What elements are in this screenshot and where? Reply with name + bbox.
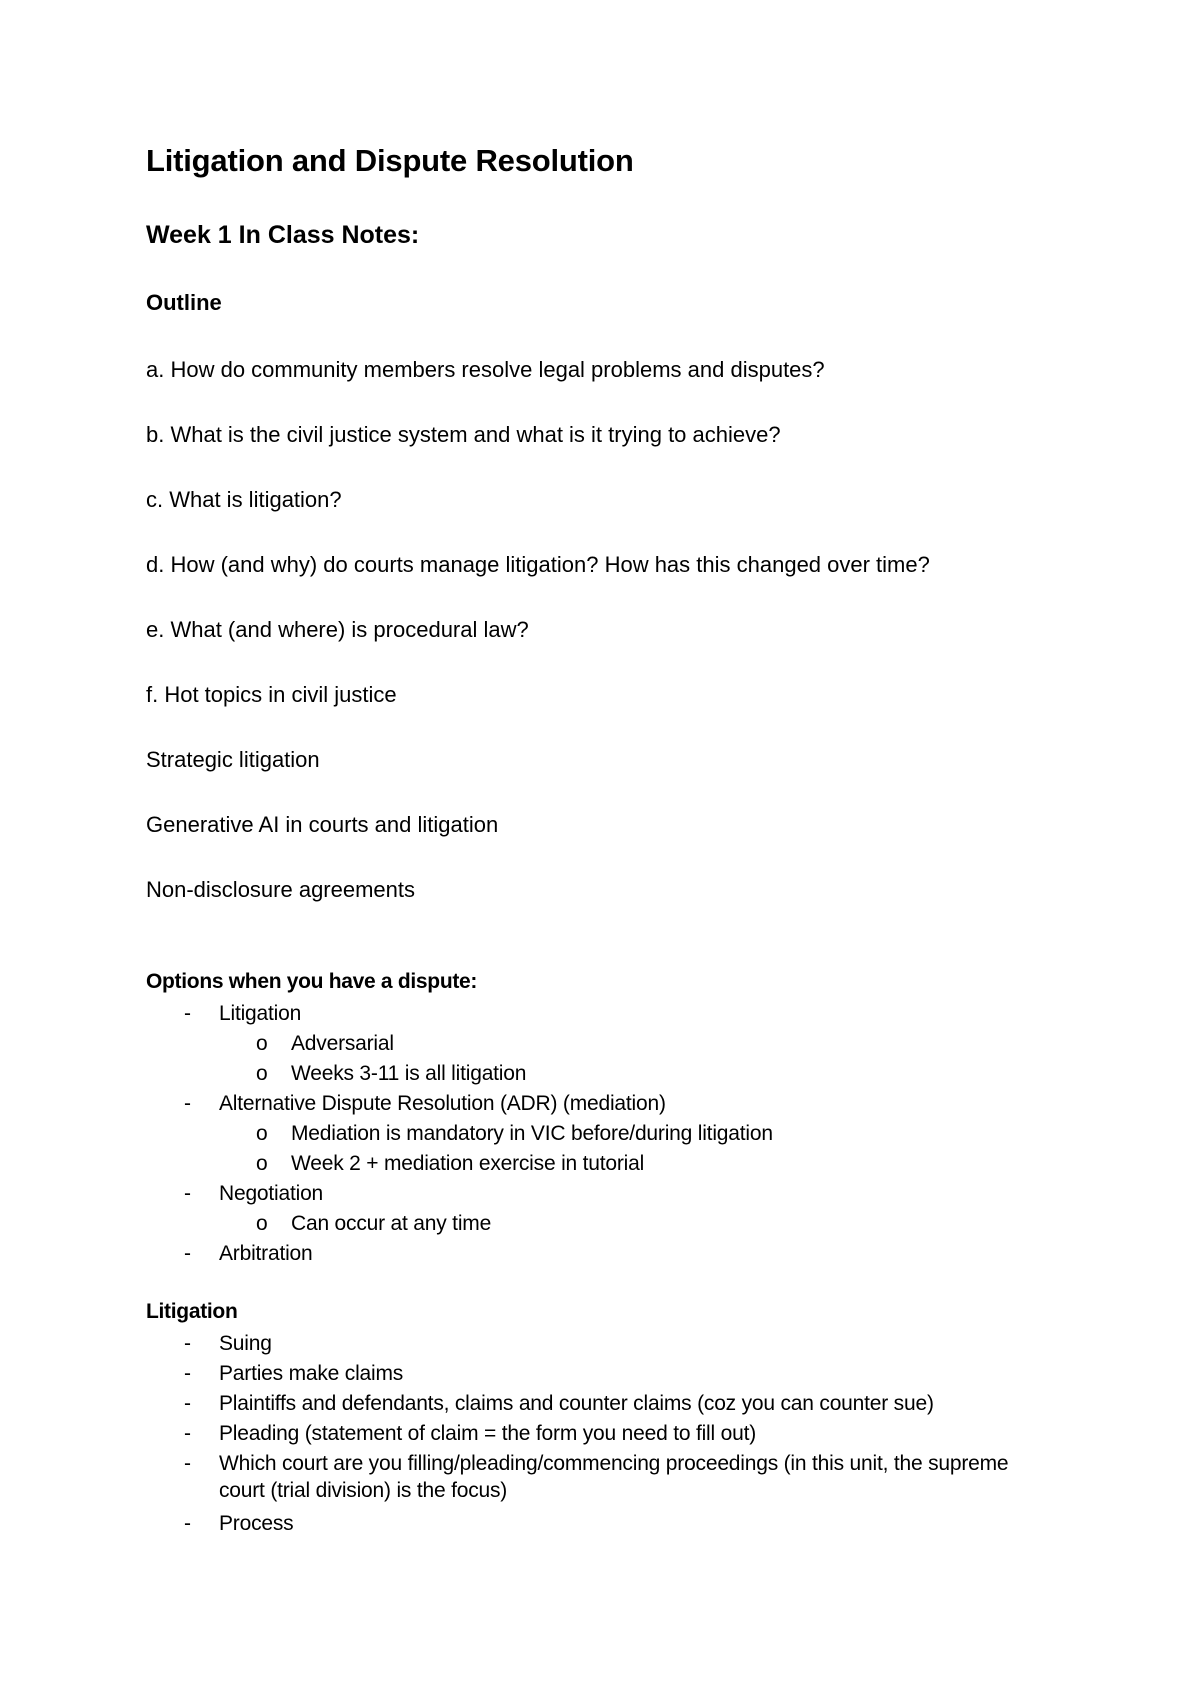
list-item-text: Negotiation: [219, 1182, 324, 1205]
circle-bullet-icon: o: [256, 1062, 268, 1085]
outline-item: f. Hot topics in civil justice: [146, 682, 397, 707]
list-item-text: Which court are you filling/pleading/commencing proceedings (in this unit, the supreme court (trial division) is the focus): [219, 1452, 1009, 1502]
list-item: [218, 1060, 1018, 1087]
list-item-text: Parties make claims: [219, 1362, 404, 1385]
circle-bullet-icon: o: [256, 1032, 268, 1055]
list-item-text: Week 2 + mediation exercise in tutorial: [291, 1152, 645, 1175]
circle-bullet-icon: o: [256, 1152, 268, 1175]
outline-item: Strategic litigation: [146, 747, 320, 772]
list-item: [146, 1330, 1026, 1357]
dash-bullet-icon: -: [184, 1362, 191, 1385]
outline-item: c. What is litigation?: [146, 487, 342, 512]
list-item: [146, 1510, 1026, 1537]
list-item-text: Mediation is mandatory in VIC before/during litigation: [291, 1122, 773, 1145]
outline-item: Generative AI in courts and litigation: [146, 812, 499, 837]
outline-item: Non-disclosure agreements: [146, 877, 416, 902]
list-item: [218, 1120, 1018, 1147]
document-title: Litigation and Dispute Resolution: [146, 143, 634, 178]
list-item: [218, 1150, 1018, 1177]
list-item-text: Alternative Dispute Resolution (ADR) (mediation): [219, 1092, 666, 1115]
list-item: [146, 1000, 1026, 1027]
list-item: [146, 1450, 1026, 1504]
document-subtitle: Week 1 In Class Notes:: [146, 221, 420, 249]
list-item-text: Weeks 3-11 is all litigation: [291, 1062, 527, 1085]
outline-item: a. How do community members resolve legal problems and disputes?: [146, 357, 825, 382]
list-item-text: Litigation: [219, 1002, 302, 1025]
outline-item: d. How (and why) do courts manage litigation? How has this changed over time?: [146, 552, 930, 577]
dash-bullet-icon: -: [184, 1182, 191, 1205]
outline-item: b. What is the civil justice system and what is it trying to achieve?: [146, 422, 781, 447]
list-item: [146, 1420, 1026, 1447]
dash-bullet-icon: -: [184, 1242, 191, 1265]
dash-bullet-icon: -: [184, 1392, 191, 1415]
list-item: [146, 1240, 1026, 1267]
list-item: [146, 1390, 1026, 1417]
litigation-heading: Litigation: [146, 1300, 238, 1323]
dash-bullet-icon: -: [184, 1332, 191, 1355]
dash-bullet-icon: -: [184, 1452, 191, 1475]
outline-item: e. What (and where) is procedural law?: [146, 617, 529, 642]
circle-bullet-icon: o: [256, 1122, 268, 1145]
list-item-text: Adversarial: [291, 1032, 394, 1055]
options-heading: Options when you have a dispute:: [146, 970, 478, 993]
list-item: [146, 1360, 1026, 1387]
list-item: [146, 1090, 1026, 1117]
list-item: [218, 1030, 1018, 1057]
outline-heading: Outline: [146, 290, 222, 315]
list-item-text: Arbitration: [219, 1242, 313, 1265]
list-item-text: Can occur at any time: [291, 1212, 492, 1235]
list-item-text: Process: [219, 1512, 294, 1535]
list-item: [146, 1180, 1026, 1207]
dash-bullet-icon: -: [184, 1002, 191, 1025]
dash-bullet-icon: -: [184, 1092, 191, 1115]
dash-bullet-icon: -: [184, 1422, 191, 1445]
list-item: [218, 1210, 1018, 1237]
list-item-text: Plaintiffs and defendants, claims and counter claims (coz you can counter sue): [219, 1392, 934, 1415]
dash-bullet-icon: -: [184, 1512, 191, 1535]
circle-bullet-icon: o: [256, 1212, 268, 1235]
list-item-text: Pleading (statement of claim = the form you need to fill out): [219, 1422, 756, 1445]
list-item-text: Suing: [219, 1332, 272, 1355]
